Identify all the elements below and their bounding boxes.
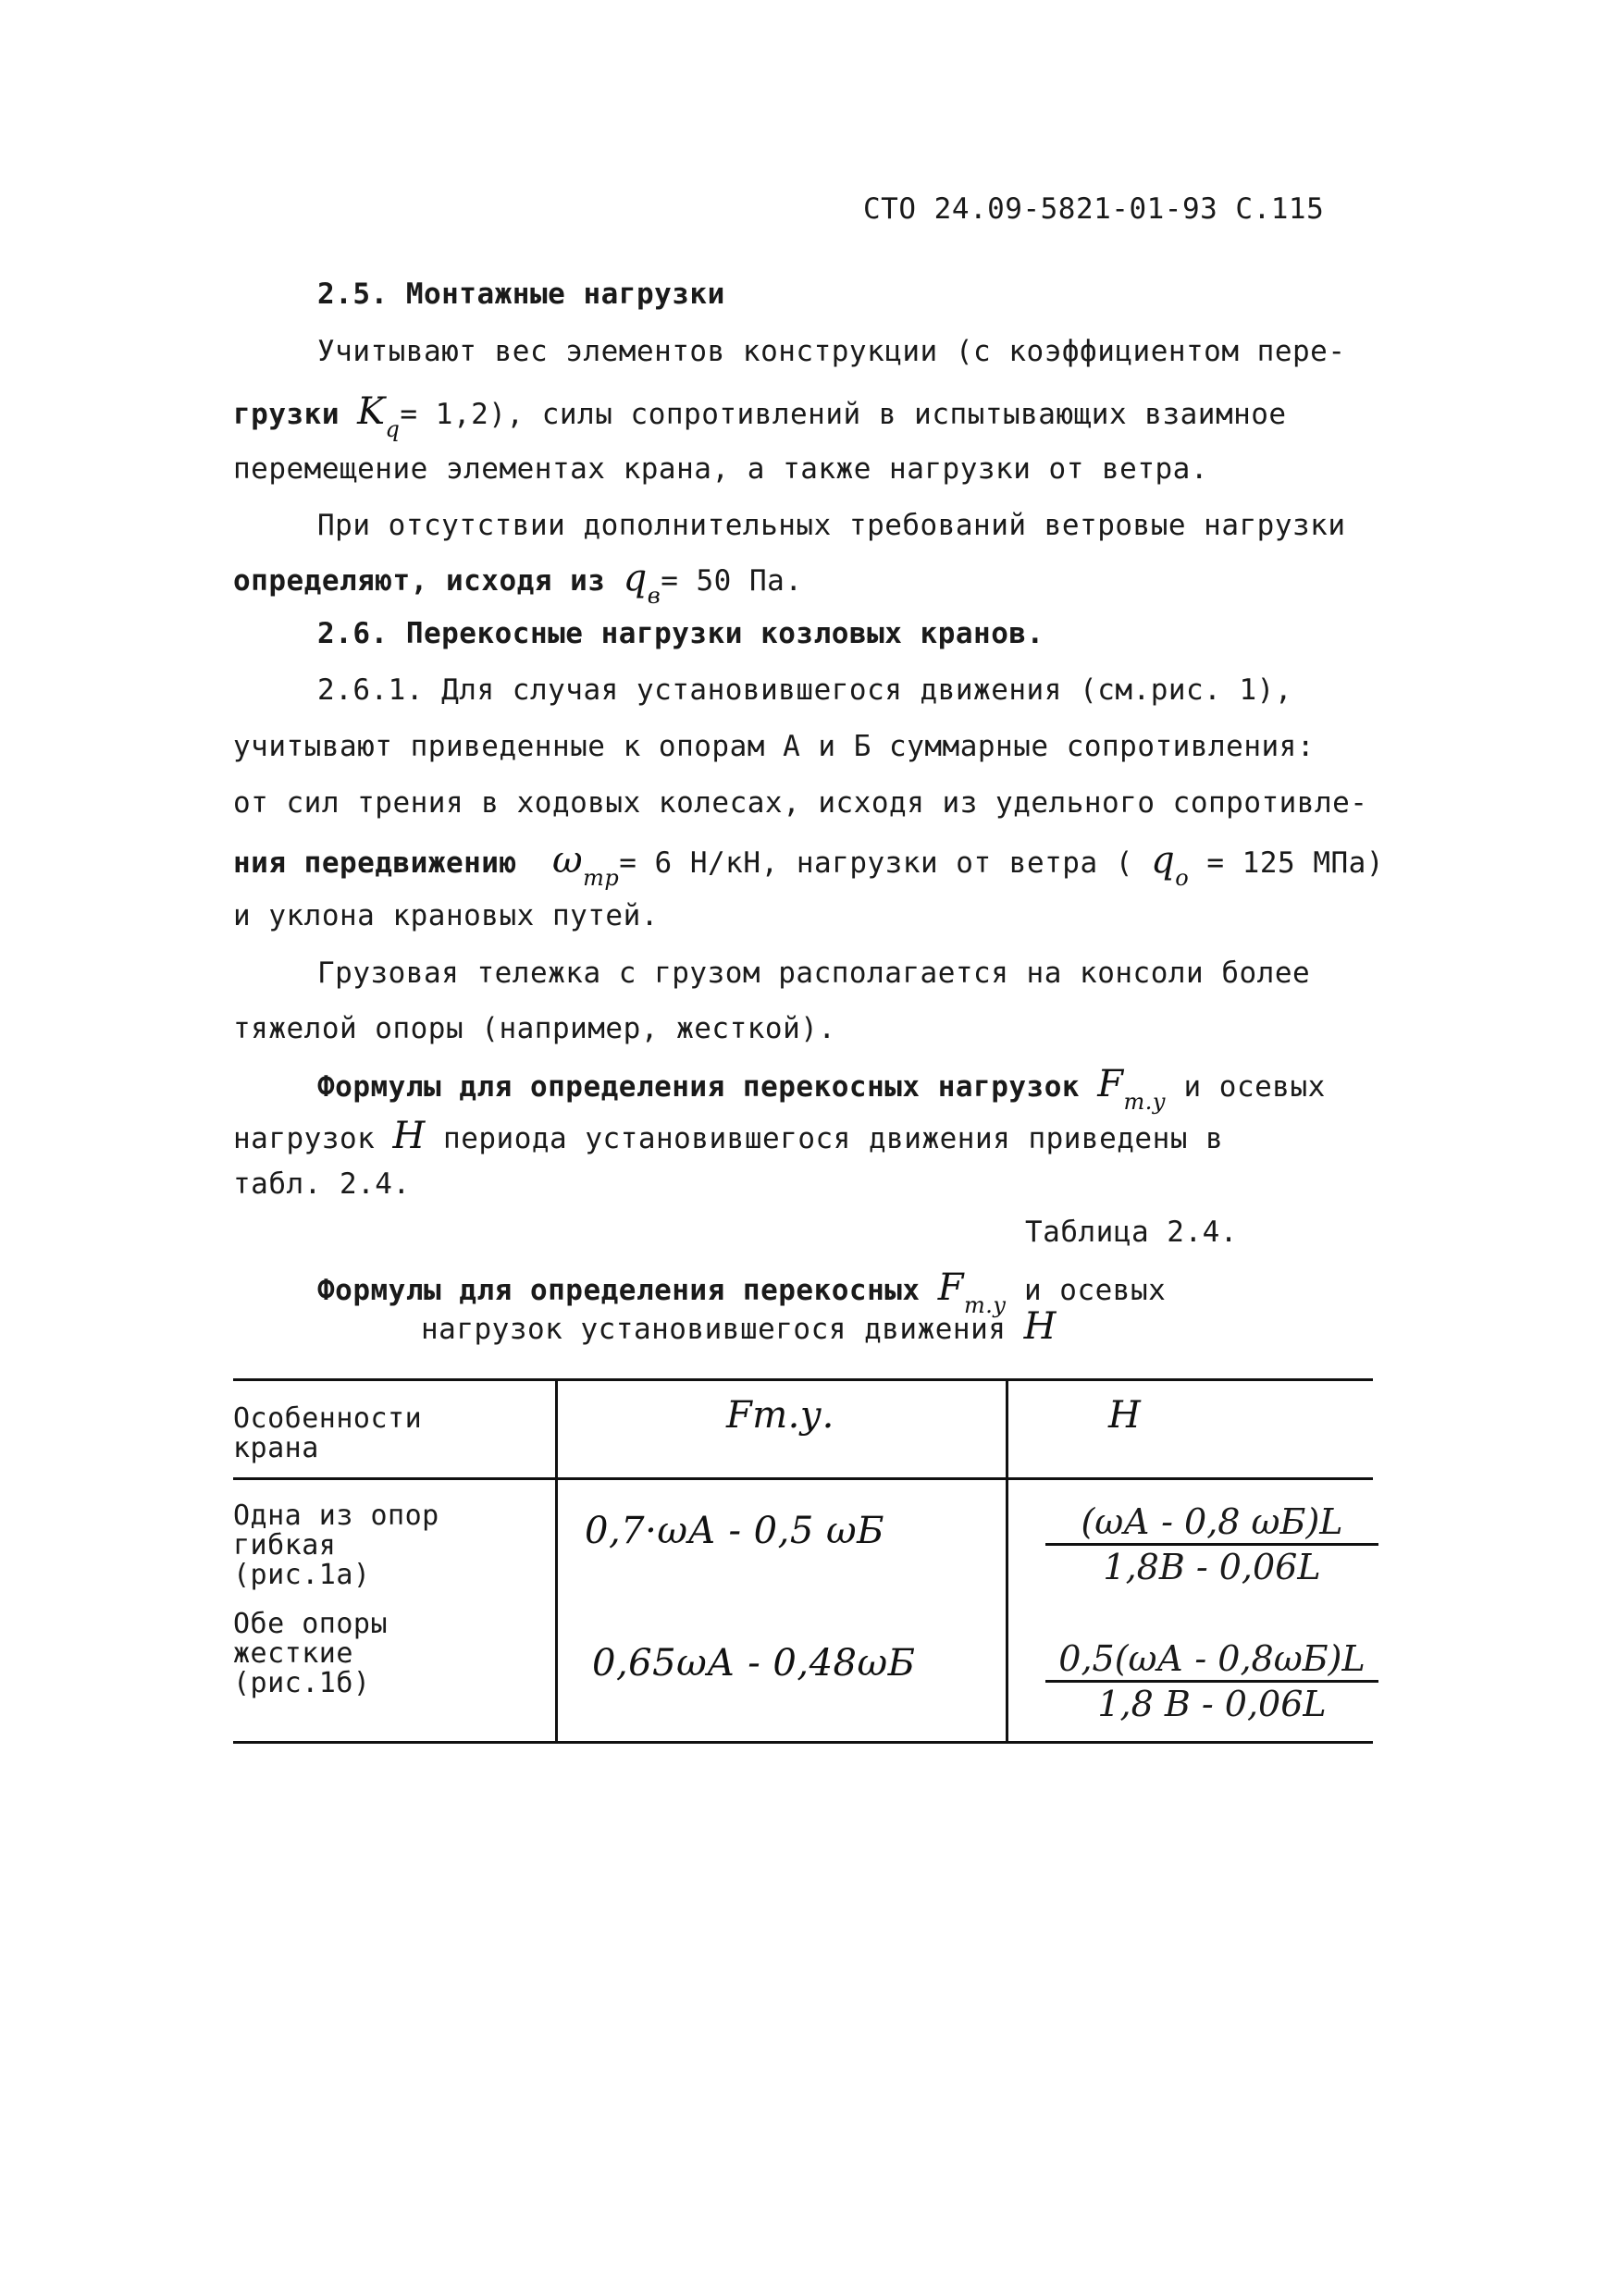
s26-paragraph-line: тяжелой опоры (например, жесткой). xyxy=(233,1012,836,1045)
s26-paragraph-line: табл. 2.4. xyxy=(233,1167,411,1201)
q0-symbol: q xyxy=(1151,839,1176,882)
table-header-feature: Особенности крана xyxy=(233,1402,423,1464)
f-ty-symbol: F xyxy=(937,1266,964,1309)
k-coefficient-symbol: K xyxy=(357,390,386,433)
s25-paragraph-line: При отсутствии дополнительных требований ветровые нагрузки xyxy=(317,509,1346,542)
table-header-rule xyxy=(233,1477,1373,1480)
fraction-denominator: 1,8В - 0,06L xyxy=(1103,1547,1321,1587)
s26-paragraph-line: учитывают приведенные к опорам А и Б суммарные сопротивления: xyxy=(233,730,1315,763)
h-symbol: H xyxy=(1023,1305,1057,1348)
table-header-h: H xyxy=(1108,1394,1142,1437)
f-ty-symbol: F xyxy=(1097,1063,1124,1105)
table-top-rule xyxy=(233,1378,1373,1381)
table-caption-line: нагрузок установившегося движения H xyxy=(421,1305,1057,1348)
s25-paragraph-line: определяют, исходя из $q_в= 50$ Па. xyxy=(233,557,803,609)
section-2-6-heading: 2.6. Перекосные нагрузки козловых кранов. xyxy=(317,617,1044,650)
table-caption-line: Формулы для определения перекосных $F_{т.у}$ и осевых xyxy=(317,1266,1167,1318)
s26-paragraph-line: нагрузок H периода установившегося движения приведены в xyxy=(233,1115,1224,1157)
document-reference: СТО 24.09-5821-01-93 С.115 xyxy=(863,192,1325,226)
s25-paragraph-line: грузки $K_q= 1,2$), силы сопротивлений в испытывающих взаимное xyxy=(233,390,1287,442)
s26-paragraph-line: и уклона крановых путей. xyxy=(233,899,659,932)
h-symbol: H xyxy=(392,1115,426,1157)
s26-paragraph-line: ния передвижению $\omega_{тр}= 6$ Н/кН, нагрузки от ветра ( $q_о = 125$ МПа) xyxy=(233,839,1384,891)
s25-paragraph-line: перемещение элементах крана, а также нагрузки от ветра. xyxy=(233,452,1208,486)
table-row-f-formula: 0,7·ωА - 0,5 ωБ xyxy=(585,1510,885,1552)
section-2-5-heading: 2.5. Монтажные нагрузки xyxy=(317,278,725,311)
table-row-feature: Одна из опор гибкая (рис.1а) xyxy=(233,1500,439,1591)
s26-paragraph-line: Формулы для определения перекосных нагрузок $F_{т.у}$ и осевых xyxy=(317,1063,1326,1115)
table-column-divider xyxy=(555,1378,558,1744)
table-row-h-formula xyxy=(1045,1500,1378,1588)
q-wind-symbol: q xyxy=(623,557,648,599)
table-column-divider xyxy=(1006,1378,1008,1744)
s26-paragraph-line: Грузовая тележка с грузом располагается на консоли более xyxy=(317,957,1311,990)
omega-symbol: ω xyxy=(551,839,584,882)
s26-paragraph-line: от сил трения в ходовых колесах, исходя из удельного сопротивле- xyxy=(233,786,1368,820)
table-bottom-rule xyxy=(233,1741,1373,1744)
s25-paragraph-line: Учитывают вес элементов конструкции (с коэффициентом пере- xyxy=(317,335,1346,368)
table-row-h-formula xyxy=(1045,1637,1378,1725)
fraction-numerator: 0,5(ωА - 0,8ωБ)L xyxy=(1045,1637,1378,1683)
table-header-f: Fт.у. xyxy=(726,1394,834,1437)
fraction-numerator: (ωА - 0,8 ωБ)L xyxy=(1045,1500,1378,1546)
fraction-denominator: 1,8 В - 0,06L xyxy=(1097,1684,1327,1724)
table-row-f-formula: 0,65ωА - 0,48ωБ xyxy=(592,1642,916,1685)
s26-paragraph-line: 2.6.1. Для случая установившегося движения (см.рис. 1), xyxy=(317,673,1292,707)
table-row-feature: Обе опоры жесткие (рис.1б) xyxy=(233,1608,389,1699)
table-number-label: Таблица 2.4. xyxy=(1025,1216,1238,1249)
